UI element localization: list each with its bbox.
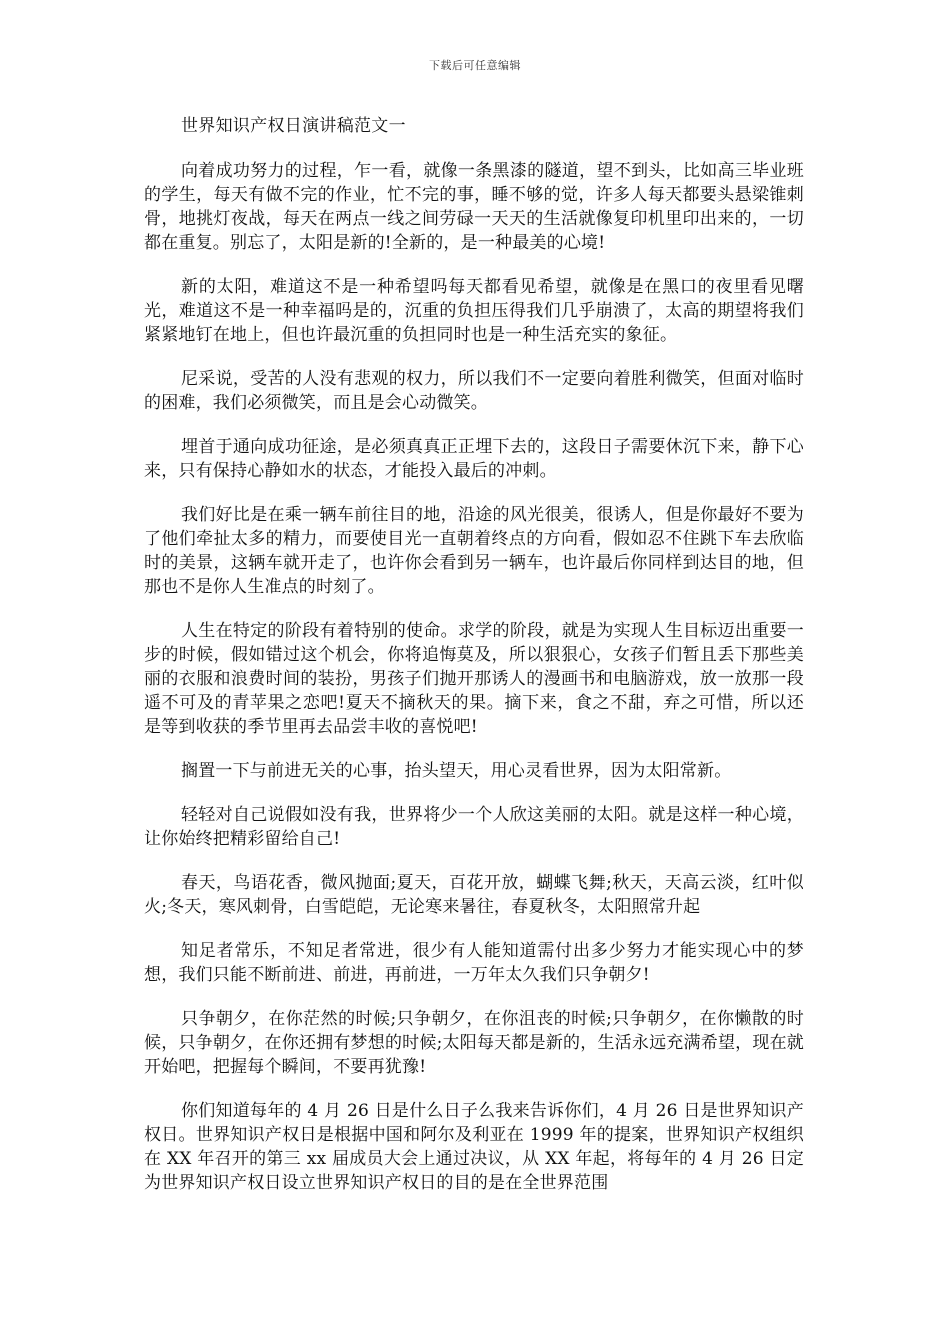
paragraph: 尼采说，受苦的人没有悲观的权力，所以我们不一定要向着胜利微笑，但面对临时的困难，我们必须微笑，而且是会心动微笑。 — [144, 369, 804, 413]
paragraph: 知足者常乐，不知足者常进，很少有人能知道需付出多少努力才能实现心中的梦想，我们只能不断前进、前进，再前进，一万年太久我们只争朝夕! — [144, 941, 804, 985]
header-note: 下载后可任意编辑 — [429, 59, 521, 72]
paragraph: 人生在特定的阶段有着特别的使命。求学的阶段，就是为实现人生目标迈出重要一步的时候，假如错过这个机会，你将追悔莫及，所以狠狠心，女孩子们暂且丢下那些美丽的衣服和浪费时间的装扮，男孩子们抛开那诱人的漫画书和电脑游戏，放一放那一段遥不可及的青苹果之恋吧!夏天不摘秋天的果。摘下来，食之不甜，弃之可惜，所以还是等到收获的季节里再去品尝丰收的喜悦吧! — [144, 621, 804, 737]
paragraph: 春天，鸟语花香，微风抛面;夏天，百花开放，蝴蝶飞舞;秋天，天高云淡，红叶似火;冬天，寒风刺骨，白雪皑皑，无论寒来暑往，春夏秋冬，太阳照常升起 — [144, 873, 804, 917]
paragraph: 向着成功努力的过程，乍一看，就像一条黑漆的隧道，望不到头，比如高三毕业班的学生，每天有做不完的作业，忙不完的事，睡不够的觉，许多人每天都要头悬梁锥刺骨，地挑灯夜战，每天在两点一线之间劳碌一天天的生活就像复印机里印出来的，一切都在重复。别忘了，太阳是新的!全新的，是一种最美的心境! — [144, 161, 804, 253]
paragraph: 轻轻对自己说假如没有我，世界将少一个人欣这美丽的太阳。就是这样一种心境，让你始终把精彩留给自己! — [144, 805, 804, 849]
paragraph: 新的太阳，难道这不是一种希望吗每天都看见希望，就像是在黑口的夜里看见曙光，难道这不是一种幸福吗是的，沉重的负担压得我们几乎崩溃了，太高的期望将我们紧紧地钉在地上，但也许最沉重的负担同时也是一种生活充实的象征。 — [144, 277, 804, 345]
paragraph: 搁置一下与前进无关的心事，抬头望天，用心灵看世界，因为太阳常新。 — [181, 761, 732, 781]
paragraph: 埋首于通向成功征途，是必须真真正正埋下去的，这段日子需要休沉下来，静下心来，只有保持心静如水的状态，才能投入最后的冲刺。 — [144, 437, 804, 481]
paragraph: 只争朝夕，在你茫然的时候;只争朝夕，在你沮丧的时候;只争朝夕，在你懒散的时候，只争朝夕，在你还拥有梦想的时候;太阳每天都是新的，生活永远充满希望，现在就开始吧，把握每个瞬间，不要再犹豫! — [144, 1009, 804, 1077]
document-title: 世界知识产权日演讲稿范文一 — [181, 116, 406, 136]
paragraph: 我们好比是在乘一辆车前往目的地，沿途的风光很美，很诱人，但是你最好不要为了他们牵扯太多的精力，而要使目光一直朝着终点的方向看，假如忍不住跳下车去欣临时的美景，这辆车就开走了，也许你会看到另一辆车，也许最后你同样到达目的地，但那也不是你人生准点的时刻了。 — [144, 505, 804, 597]
paragraph: 你们知道每年的 4 月 26 日是什么日子么我来告诉你们，4 月 26 日是世界知识产权日。世界知识产权日是根据中国和阿尔及利亚在 1999 年的提案，世界知识产权组织在 XX 年召开的第三 xx 届成员大会上通过决议，从 XX 年起，将每年的 4 月 26 日定为世界知识产权日设立世界知识产权日的目的是在全世界范围 — [144, 1101, 804, 1193]
document-body — [144, 113, 804, 1215]
